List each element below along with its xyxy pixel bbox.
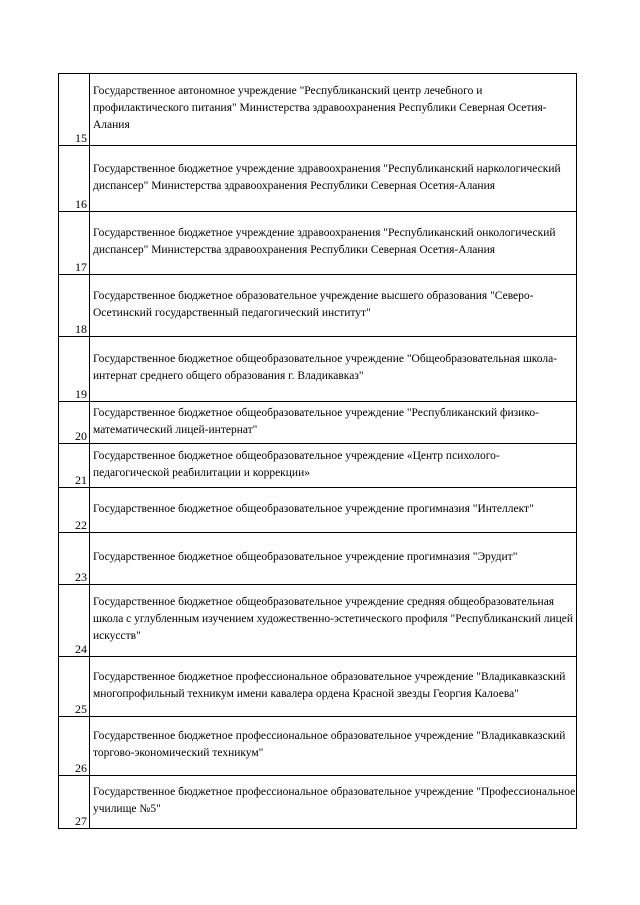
table-row: [59, 275, 577, 337]
institution-name-cell: Государственное бюджетное общеобразовательное учреждение средняя общеобразовательная школа с углубленным изучением художественно-эстетического профиля "Республиканский лицей искусств": [90, 585, 577, 657]
row-number-cell: [59, 585, 90, 657]
table-row: [59, 585, 577, 657]
row-number-cell: [59, 717, 90, 776]
institution-name-cell: Государственное автономное учреждение "Республиканский центр лечебного и профилактического питания" Министерства здравоохранения Республики Северная Осетия-Алания: [90, 74, 577, 146]
table-row: [59, 657, 577, 717]
row-number: 27: [75, 814, 87, 828]
row-number: 26: [75, 761, 87, 775]
institution-name-cell: Государственное бюджетное общеобразовательное учреждение «Центр психолого-педагогической реабилитации и коррекции»: [90, 444, 577, 488]
institution-name-cell: Государственное бюджетное общеобразовательное учреждение прогимназия "Интеллект": [90, 488, 577, 533]
table-row: [59, 402, 577, 444]
row-number-cell: [59, 444, 90, 488]
institution-name-cell: Государственное бюджетное учреждение здравоохранения "Республиканский наркологический диспансер" Министерства здравоохранения Республики Северная Осетия-Алания: [90, 146, 577, 212]
institution-name-cell: Государственное бюджетное общеобразовательное учреждение "Общеобразовательная школа-интернат среднего общего образования г. Владикавказ": [90, 337, 577, 402]
institution-name-cell: Государственное бюджетное профессиональное образовательное учреждение "Профессиональное училище №5": [90, 776, 577, 829]
row-number: 22: [75, 518, 87, 532]
row-number: 19: [75, 387, 87, 401]
table-row: [59, 488, 577, 533]
institution-name-cell: Государственное бюджетное образовательное учреждение высшего образования "Северо-Осетинский государственный педагогический институт": [90, 275, 577, 337]
row-number-cell: [59, 402, 90, 444]
row-number-cell: [59, 533, 90, 585]
row-number-cell: [59, 146, 90, 212]
row-number-cell: [59, 212, 90, 275]
table-row: [59, 776, 577, 829]
row-number: 15: [75, 131, 87, 145]
row-number-cell: [59, 776, 90, 829]
institution-name-cell: Государственное бюджетное профессиональное образовательное учреждение "Владикавказский многопрофильный техникум имени кавалера ордена Красной звезды Георгия Калоева": [90, 657, 577, 717]
institution-name-cell: Государственное бюджетное профессиональное образовательное учреждение "Владикавказский торгово-экономический техникум": [90, 717, 577, 776]
row-number-cell: [59, 275, 90, 337]
institution-name-cell: Государственное бюджетное общеобразовательное учреждение "Республиканский физико-математический лицей-интернат": [90, 402, 577, 444]
table-row: [59, 533, 577, 585]
table-row: [59, 717, 577, 776]
row-number: 17: [75, 260, 87, 274]
table-row: [59, 74, 577, 146]
row-number-cell: [59, 488, 90, 533]
row-number-cell: [59, 337, 90, 402]
row-number: 16: [75, 197, 87, 211]
table-row: [59, 337, 577, 402]
institution-name-cell: Государственное бюджетное общеобразовательное учреждение прогимназия "Эрудит": [90, 533, 577, 585]
table-row: [59, 444, 577, 488]
institution-name-cell: Государственное бюджетное учреждение здравоохранения "Республиканский онкологический диспансер" Министерства здравоохранения Республики Северная Осетия-Алания: [90, 212, 577, 275]
table-row: [59, 146, 577, 212]
row-number: 20: [75, 429, 87, 443]
row-number-cell: [59, 74, 90, 146]
row-number-cell: [59, 657, 90, 717]
row-number: 18: [75, 322, 87, 336]
row-number: 21: [75, 473, 87, 487]
table-row: [59, 212, 577, 275]
row-number: 23: [75, 570, 87, 584]
row-number: 24: [75, 642, 87, 656]
row-number: 25: [75, 702, 87, 716]
institutions-table: [58, 73, 577, 829]
